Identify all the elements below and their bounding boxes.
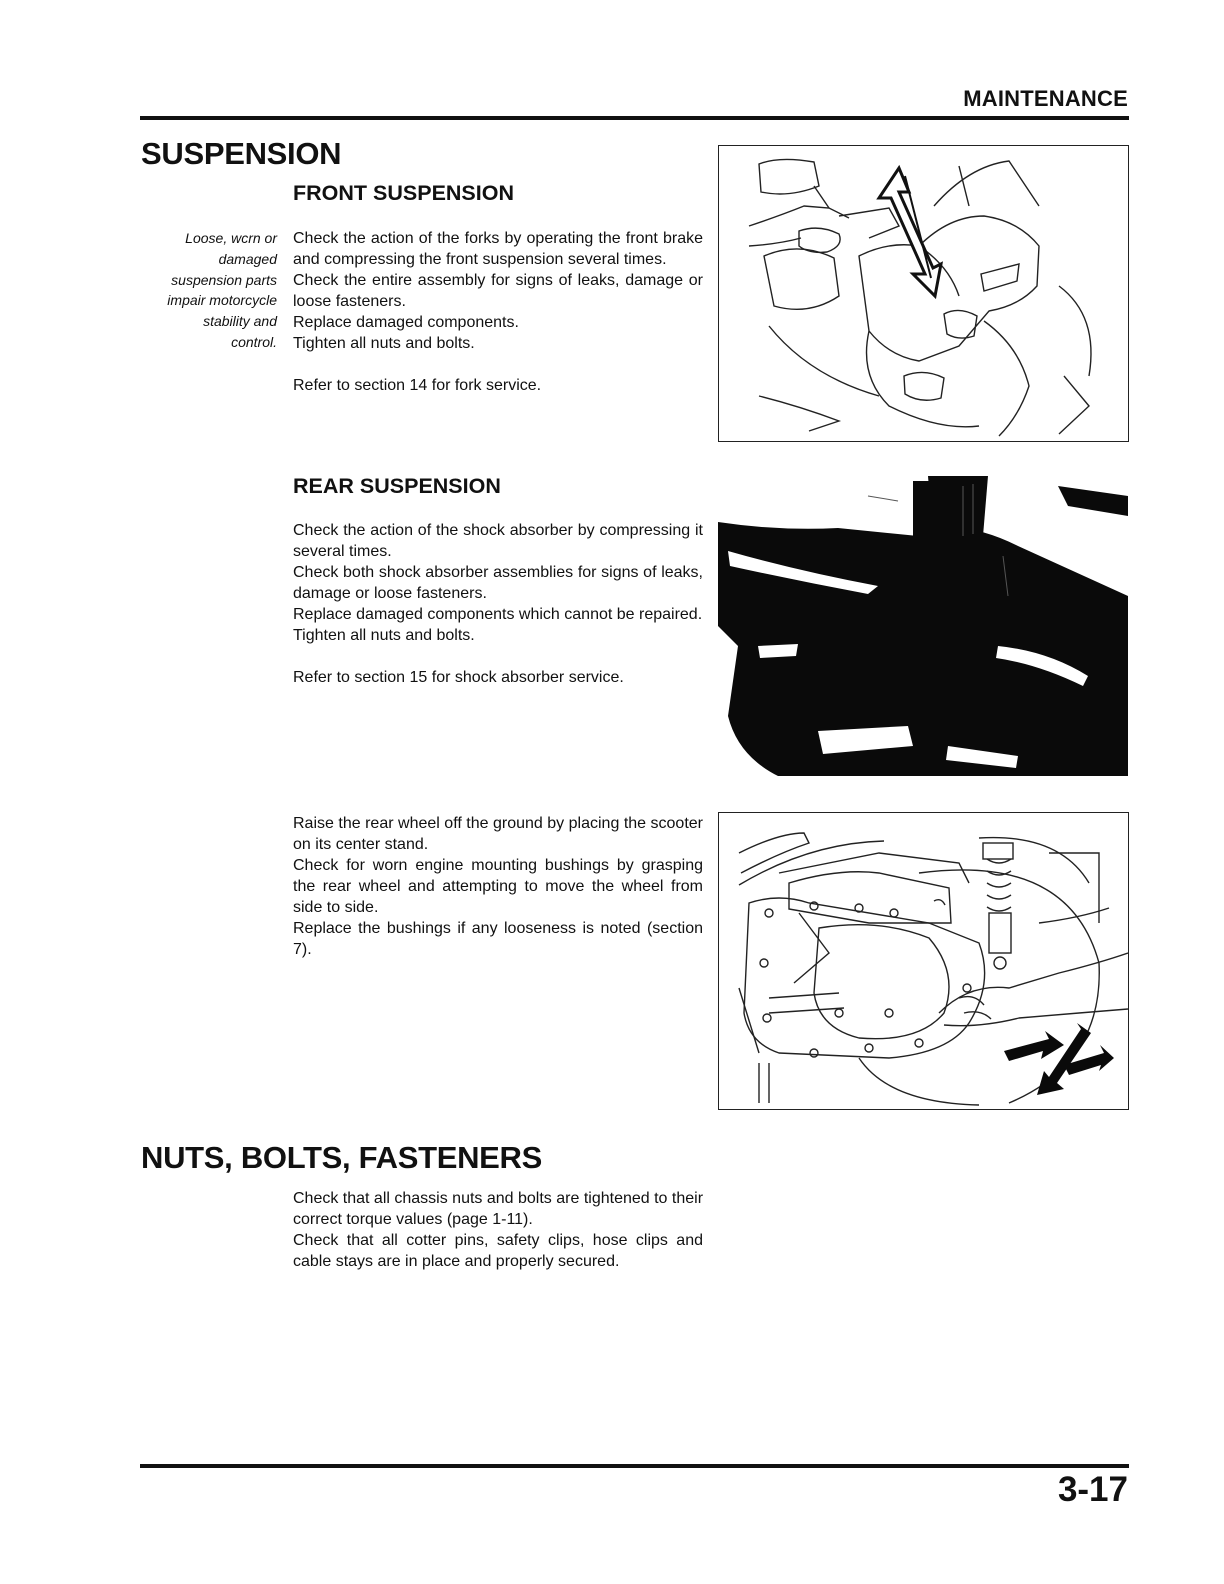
- engine-mount-text: [293, 813, 703, 960]
- warning-line: damaged: [218, 250, 277, 267]
- paragraph: Check that all chassis nuts and bolts are tightened to their correct torque values (page 1-11).: [293, 1190, 704, 1228]
- section-header-label: MAINTENANCE: [963, 86, 1128, 111]
- front-suspension-figure: [718, 145, 1129, 442]
- top-rule: [140, 116, 1129, 120]
- fasteners-title: NUTS, BOLTS, FASTENERS: [141, 1140, 543, 1175]
- warning-note: [140, 228, 277, 353]
- warning-line: stability and: [203, 313, 277, 330]
- rear-suspension-heading: REAR SUSPENSION: [293, 474, 501, 498]
- paragraph: Replace damaged components.: [293, 314, 519, 331]
- paragraph: Replace the bushings if any looseness is noted (section 7).: [293, 920, 703, 958]
- paragraph: Replace damaged components which cannot be repaired.: [293, 606, 703, 623]
- engine-mount-figure: [718, 812, 1129, 1110]
- paragraph: Check the entire assembly for signs of leaks, damage or loose fasteners.: [293, 272, 703, 310]
- paragraph: Check the action of the forks by operating the front brake and compressing the front suspension several times.: [293, 230, 703, 268]
- rear-suspension-text: [293, 520, 703, 688]
- bottom-rule: [140, 1464, 1129, 1468]
- rear-shock-photo: [718, 476, 1128, 776]
- warning-line: impair motorcycle: [167, 292, 277, 309]
- paragraph: Check both shock absorber assemblies for signs of leaks, damage or loose fasteners.: [293, 564, 703, 602]
- paragraph: Raise the rear wheel off the ground by placing the scooter on its center stand.: [293, 815, 703, 853]
- suspension-title: SUSPENSION: [141, 136, 342, 171]
- warning-line: control.: [231, 333, 277, 350]
- front-suspension-text: [293, 228, 703, 396]
- fasteners-text: [293, 1188, 703, 1272]
- rear-suspension-photo: [718, 476, 1128, 776]
- warning-line: Loose, wcrn or: [185, 230, 277, 246]
- paragraph: Check the action of the shock absorber by compressing it several times.: [293, 522, 703, 560]
- page-number: 3-17: [1057, 1470, 1128, 1509]
- paragraph: Check that all cotter pins, safety clips, hose clips and cable stays are in place and properly secured.: [293, 1232, 703, 1270]
- reference-text: Refer to section 14 for fork service.: [293, 377, 542, 394]
- warning-line: suspension parts: [171, 271, 277, 288]
- paragraph: Check for worn engine mounting bushings by grasping the rear wheel and attempting to move the wheel from side to side.: [293, 857, 703, 916]
- paragraph: Tighten all nuts and bolts.: [293, 627, 475, 644]
- front-suspension-heading: FRONT SUSPENSION: [293, 181, 514, 205]
- paragraph: Tighten all nuts and bolts.: [293, 335, 475, 352]
- front-fork-illustration: [719, 146, 1128, 441]
- rear-wheel-illustration: [719, 813, 1128, 1109]
- reference-text: Refer to section 15 for shock absorber service.: [293, 669, 624, 686]
